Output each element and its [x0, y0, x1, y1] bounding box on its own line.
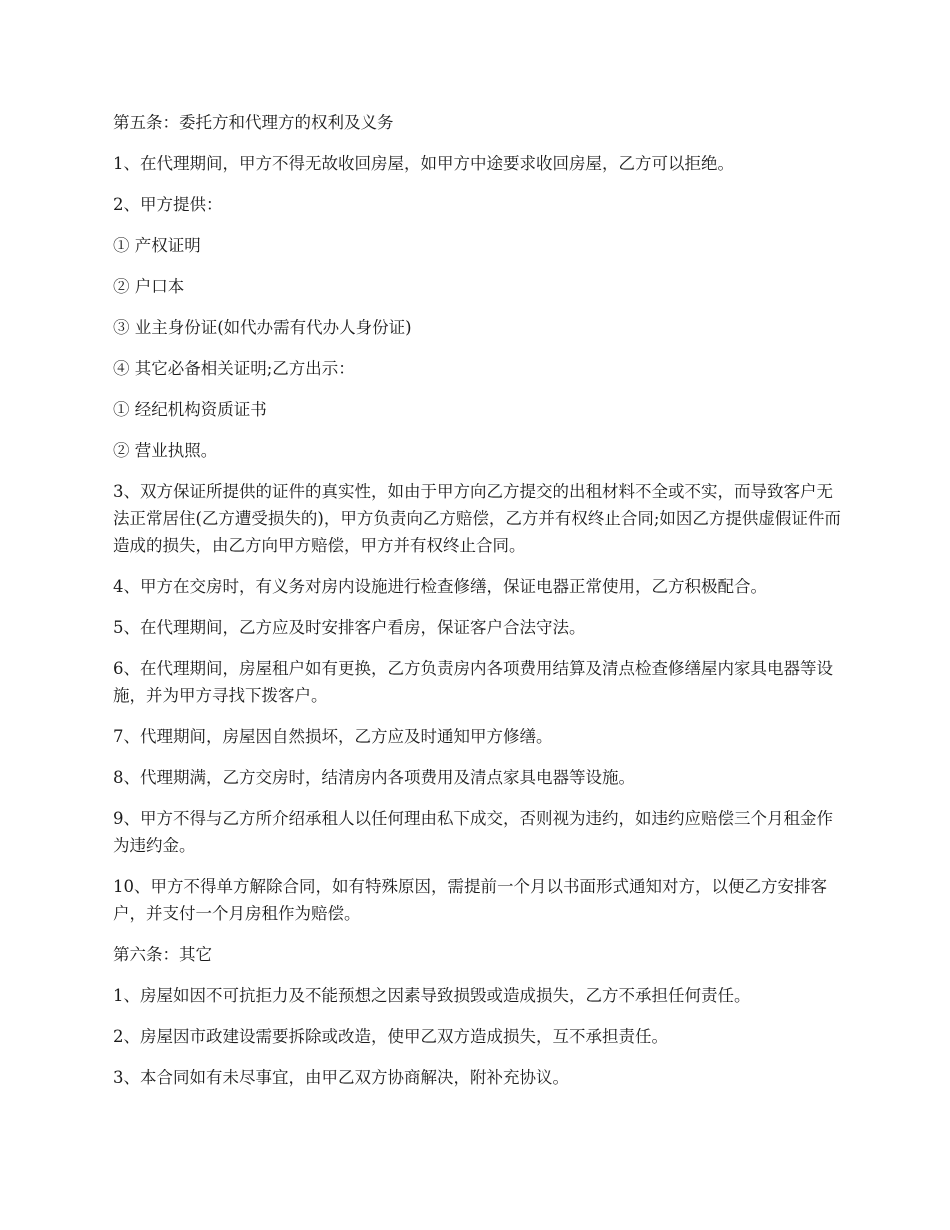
section-heading-5: 第五条：委托方和代理方的权利及义务	[113, 113, 394, 132]
clause-5-9: 9、甲方不得与乙方所介绍承租人以任何理由私下成交，否则视为违约，如违约应赔偿三个月租金作为违约金。	[113, 809, 833, 855]
clause-5-1: 1、在代理期间，甲方不得无故收回房屋，如甲方中途要求收回房屋，乙方可以拒绝。	[113, 154, 734, 173]
clause-5-8: 8、代理期满，乙方交房时，结清房内各项费用及清点家具电器等设施。	[113, 768, 635, 787]
list-item-business-license: ② 营业执照。	[113, 441, 218, 460]
clause-5-4: 4、甲方在交房时，有义务对房内设施进行检查修缮，保证电器正常使用，乙方积极配合。	[113, 577, 767, 596]
list-item-household-register: ② 户口本	[113, 277, 185, 296]
list-item-owner-id: ③ 业主身份证(如代办需有代办人身份证)	[113, 318, 412, 337]
clause-5-2: 2、甲方提供：	[113, 195, 223, 214]
clause-5-5: 5、在代理期间，乙方应及时安排客户看房，保证客户合法守法。	[113, 618, 586, 637]
clause-6-2: 2、房屋因市政建设需要拆除或改造，使甲乙双方造成损失，互不承担责任。	[113, 1027, 668, 1046]
list-item-other-certificates: ④ 其它必备相关证明;乙方出示：	[113, 359, 355, 378]
clause-5-7: 7、代理期间，房屋因自然损坏，乙方应及时通知甲方修缮。	[113, 727, 553, 746]
list-item-agency-qualification: ① 经纪机构资质证书	[113, 400, 267, 419]
clause-5-3: 3、双方保证所提供的证件的真实性，如由于甲方向乙方提交的出租材料不全或不实，而导致客户无法正常居住(乙方遭受损失的)，甲方负责向乙方赔偿，乙方并有权终止合同;如因乙方提供虚假证件而造成的损失，由乙方向甲方赔偿，甲方并有权终止合同。	[113, 482, 841, 555]
list-item-property-certificate: ① 产权证明	[113, 236, 201, 255]
clause-5-6: 6、在代理期间，房屋租户如有更换，乙方负责房内各项费用结算及清点检查修缮屋内家具电器等设施，并为甲方寻找下拨客户。	[113, 659, 833, 705]
clause-6-3: 3、本合同如有未尽事宜，由甲乙双方协商解决，附补充协议。	[113, 1068, 569, 1087]
section-heading-6: 第六条：其它	[113, 945, 212, 964]
clause-6-1: 1、房屋如因不可抗拒力及不能预想之因素导致损毁或造成损失，乙方不承担任何责任。	[113, 986, 751, 1005]
document-body	[113, 109, 843, 1105]
clause-5-10: 10、甲方不得单方解除合同，如有特殊原因，需提前一个月以书面形式通知对方，以便乙方安排客户，并支付一个月房租作为赔偿。	[113, 877, 827, 923]
